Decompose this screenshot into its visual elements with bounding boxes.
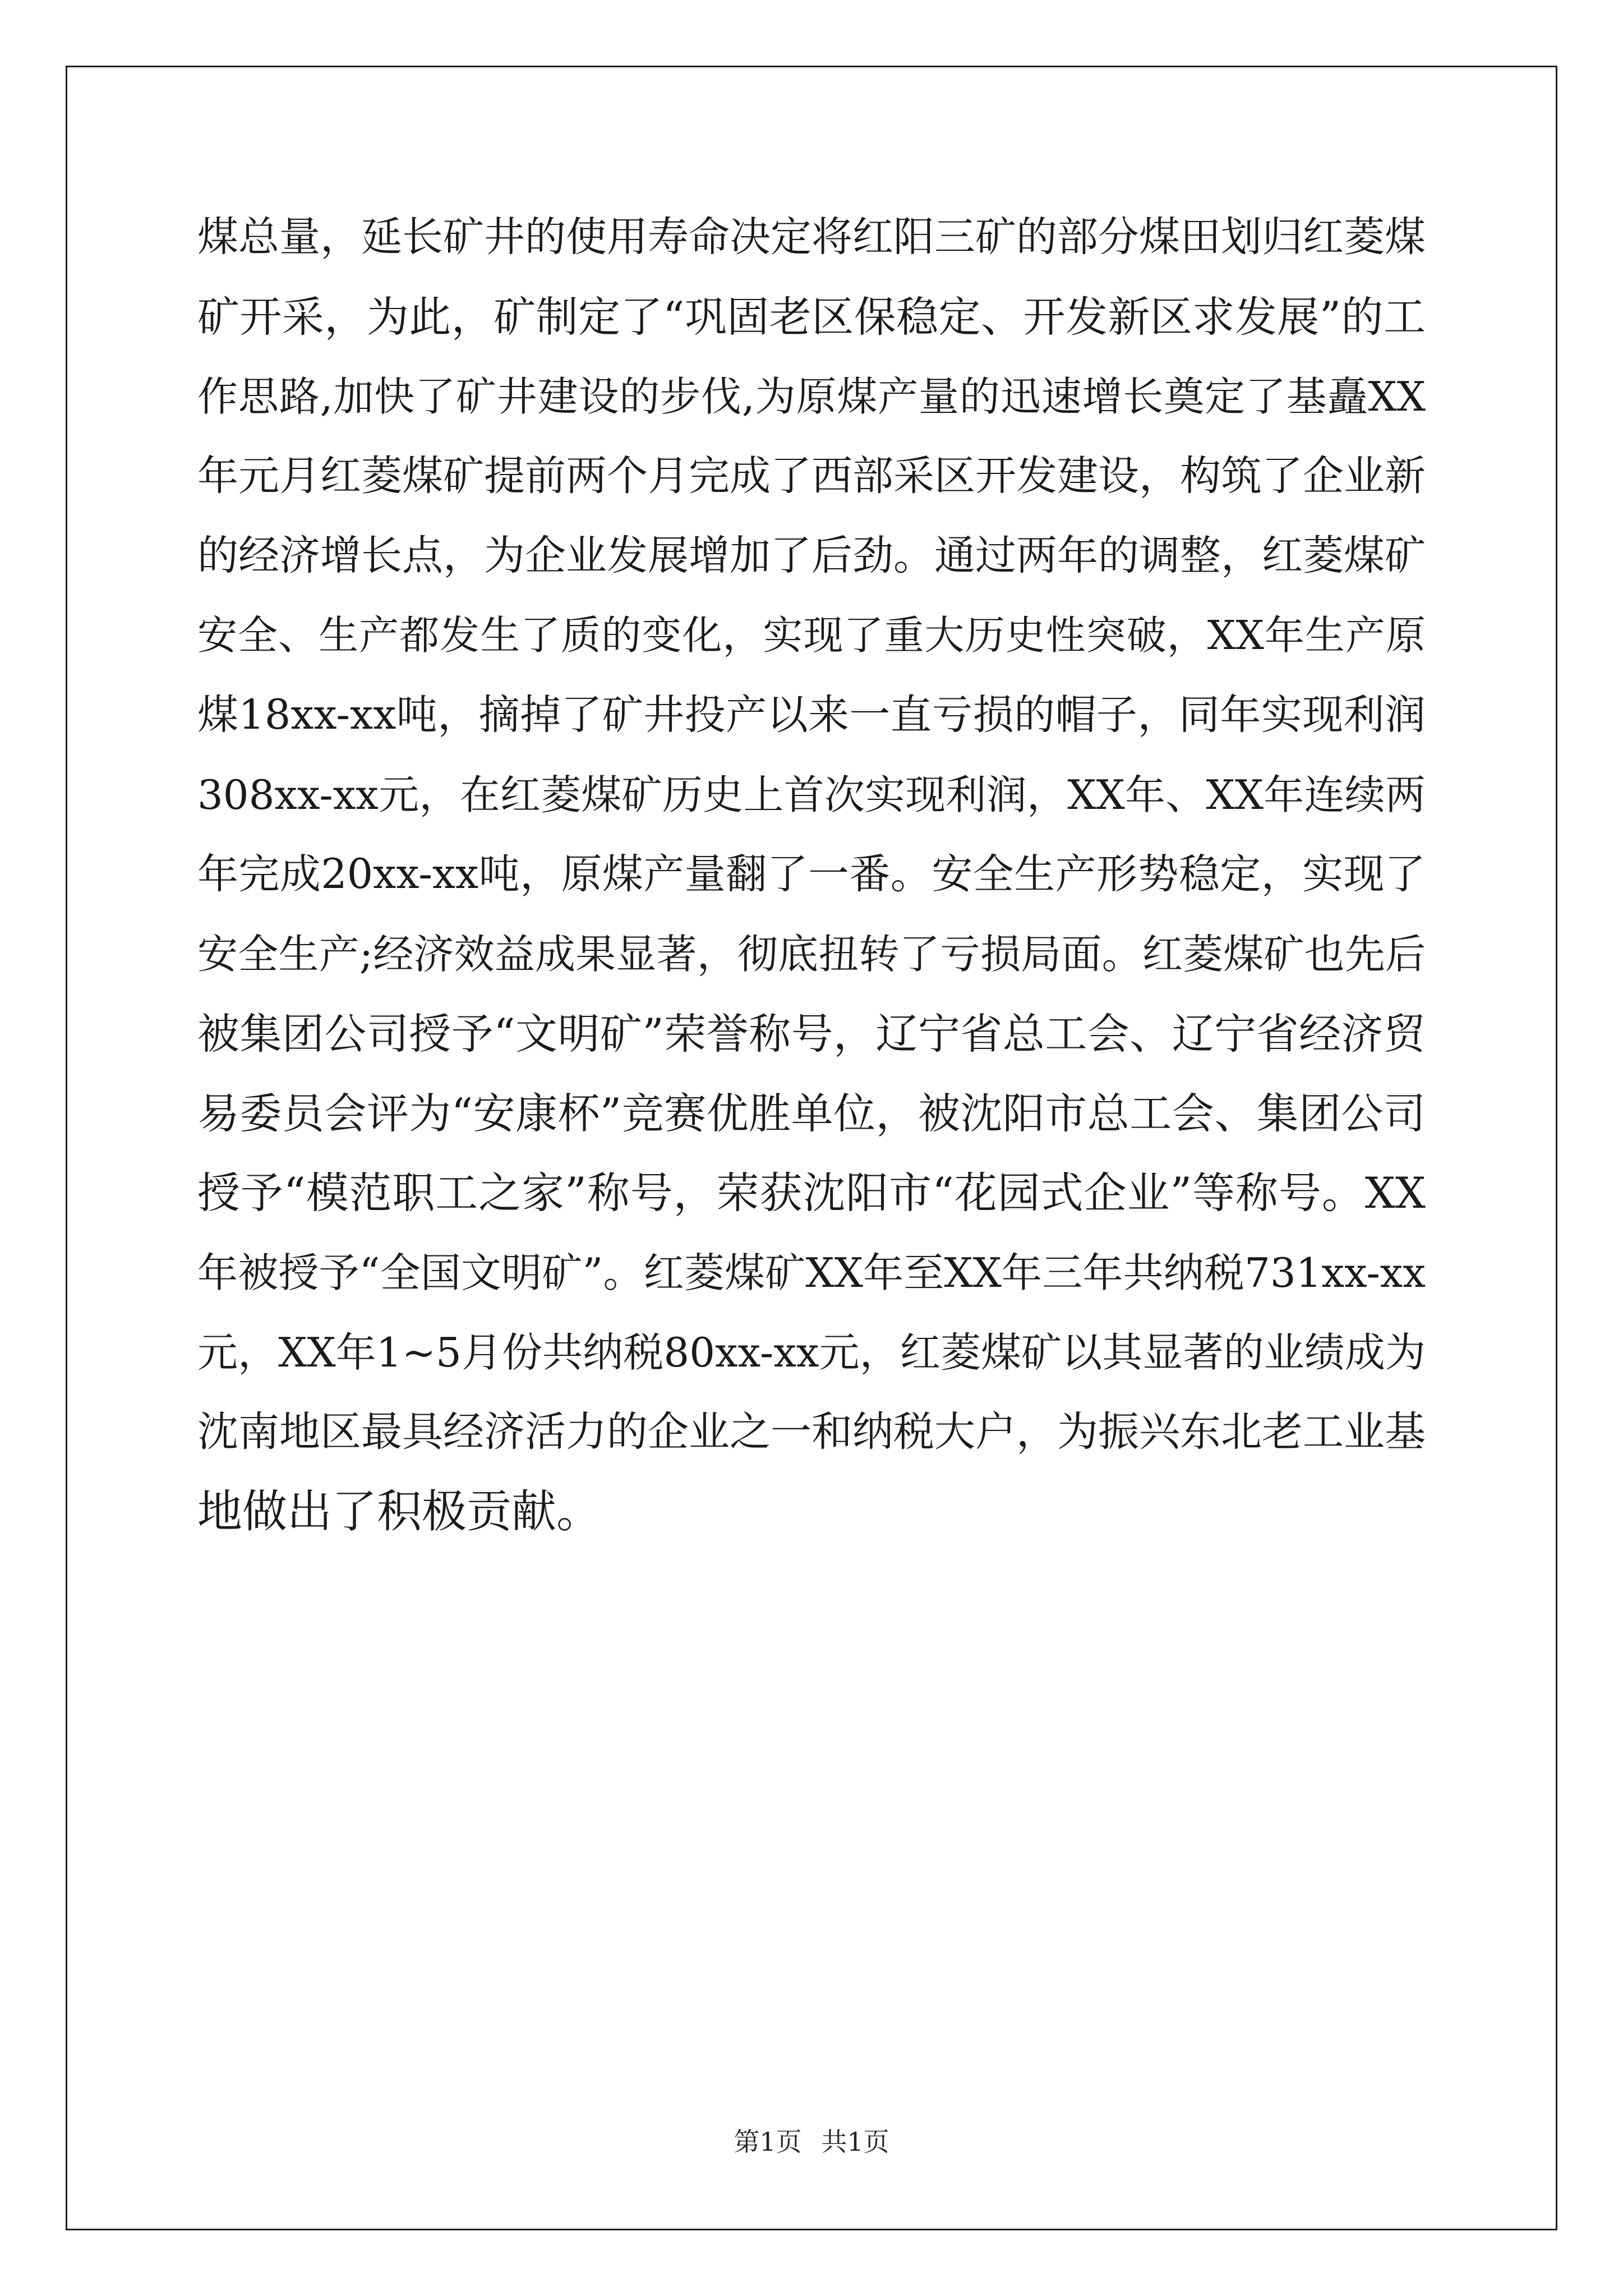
text-line-2: 矿开采，为此，矿制定了“巩固老区保稳定、开发新区求发展”的工 [197, 292, 1426, 342]
page-current-number: 第1页 [734, 2127, 802, 2157]
text-line-6: 安全、生产都发生了质的变化，实现了重大历史性突破，XX年生产原 [197, 612, 1426, 659]
text-line-15: 元，XX年1~5月份共纳税80xx-xx元，红菱煤矿以其显著的业绩成为 [197, 1329, 1426, 1376]
text-line-13: 授予“模范职工之家”称号，荣获沈阳市“花园式企业”等称号。XX [197, 1168, 1426, 1218]
body-text [197, 197, 1426, 1552]
text-line-12: 易委员会评为“安康杯”竞赛优胜单位，被沈阳市总工会、集团公司 [197, 1089, 1426, 1138]
text-line-9: 年完成20xx-xx吨，原煤产量翻了一番。安全生产形势稳定，实现了 [197, 850, 1426, 898]
text-line-7: 煤18xx-xx吨，摘掉了矿井投产以来一直亏损的帽子，同年实现利润 [197, 691, 1426, 739]
text-line-1: 煤总量，延长矿井的使用寿命决定将红阳三矿的部分煤田划归红菱煤 [197, 213, 1426, 261]
text-line-14: 年被授予“全国文明矿”。红菱煤矿XX年至XX年三年共纳税731xx-xx [197, 1249, 1426, 1296]
page-total-count: 共1页 [821, 2127, 889, 2157]
text-line-17: 地做出了积极贡献。 [197, 1485, 601, 1538]
page-footer [0, 2125, 1623, 2159]
text-line-3: 作思路,加快了矿井建设的步伐,为原煤产量的迅速增长奠定了基矗XX [197, 373, 1426, 420]
text-line-4: 年元月红菱煤矿提前两个月完成了西部采区开发建设，构筑了企业新 [197, 452, 1426, 500]
text-line-16: 沈南地区最具经济活力的企业之一和纳税大户，为振兴东北老工业基 [197, 1408, 1426, 1456]
text-line-8: 308xx-xx元，在红菱煤矿历史上首次实现利润，XX年、XX年连续两 [197, 771, 1426, 818]
text-line-10: 安全生产;经济效益成果显著，彻底扭转了亏损局面。红菱煤矿也先后 [197, 931, 1426, 978]
text-line-5: 的经济增长点，为企业发展增加了后劲。通过两年的调整，红菱煤矿 [197, 532, 1426, 579]
text-line-11: 被集团公司授予“文明矿”荣誉称号，辽宁省总工会、辽宁省经济贸 [197, 1009, 1426, 1059]
